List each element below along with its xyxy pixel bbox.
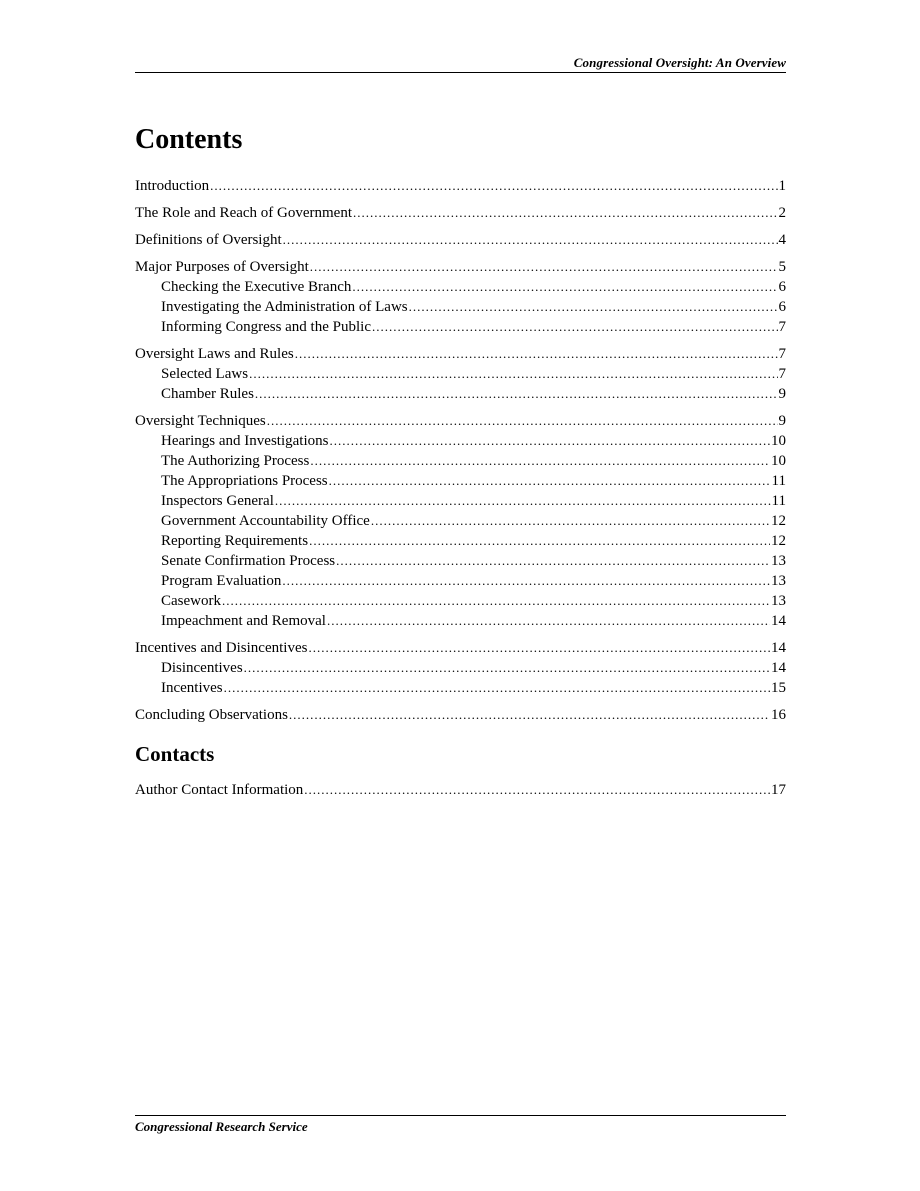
toc-entry-label: Investigating the Administration of Laws	[161, 299, 408, 315]
dot-leader	[255, 384, 778, 403]
dot-leader	[275, 491, 771, 510]
dot-leader	[327, 611, 770, 630]
toc-entry-label: Oversight Techniques	[135, 413, 266, 429]
dot-leader	[409, 297, 778, 316]
toc-entry-page-number: 12	[771, 533, 786, 549]
toc-entry[interactable]	[135, 411, 786, 431]
dot-leader	[304, 780, 770, 799]
dot-leader	[267, 411, 778, 430]
toc-entry-page-number: 13	[771, 593, 786, 609]
running-header: Congressional Oversight: An Overview	[573, 55, 786, 70]
toc-entry-page-number: 4	[778, 232, 786, 248]
contacts-list	[135, 780, 786, 800]
header-rule	[135, 72, 786, 73]
toc-entry-page-number: 1	[778, 178, 786, 194]
toc-entry-page-number: 7	[778, 319, 786, 335]
toc-entry[interactable]	[135, 297, 786, 317]
toc-entry[interactable]	[135, 451, 786, 471]
toc-entry-label: The Role and Reach of Government	[135, 205, 353, 221]
toc-entry-label: Definitions of Oversight	[135, 232, 282, 248]
toc-entry-page-number: 7	[778, 366, 786, 382]
toc-entry[interactable]	[135, 317, 786, 337]
dot-leader	[310, 451, 770, 470]
toc-entry-page-number: 14	[771, 660, 786, 676]
running-footer: Congressional Research Service	[135, 1119, 308, 1134]
toc-entry[interactable]	[135, 551, 786, 571]
toc-entry-page-number: 14	[771, 640, 786, 656]
toc-entry-label: Selected Laws	[161, 366, 249, 382]
toc-entry-page-number: 7	[778, 346, 786, 362]
dot-leader	[309, 531, 770, 550]
dot-leader	[353, 203, 777, 222]
toc-entry[interactable]	[135, 591, 786, 611]
dot-leader	[249, 364, 777, 383]
dot-leader	[282, 571, 770, 590]
dot-leader	[222, 591, 770, 610]
toc-entry-page-number: 6	[778, 279, 786, 295]
toc-entry-page-number: 2	[778, 205, 786, 221]
dot-leader	[308, 638, 770, 657]
toc-entry-page-number: 16	[771, 707, 786, 723]
dot-leader	[210, 176, 777, 195]
toc-entry-label: Concluding Observations	[135, 707, 288, 723]
dot-leader	[295, 344, 778, 363]
toc-entry[interactable]	[135, 658, 786, 678]
toc-entry-page-number: 17	[771, 782, 786, 798]
toc-entry[interactable]	[135, 176, 786, 196]
toc-entry[interactable]	[135, 511, 786, 531]
dot-leader	[329, 471, 771, 490]
toc-entry[interactable]	[135, 531, 786, 551]
footer-rule	[135, 1115, 786, 1116]
toc-entry-page-number: 11	[771, 493, 786, 509]
toc-entry-label: Checking the Executive Branch	[161, 279, 352, 295]
toc-entry-page-number: 10	[771, 433, 786, 449]
dot-leader	[371, 511, 770, 530]
toc-entry-page-number: 6	[778, 299, 786, 315]
toc-entry-label: Author Contact Information	[135, 782, 304, 798]
document-page	[135, 0, 786, 1191]
toc-entry-label: Impeachment and Removal	[161, 613, 326, 629]
toc-entry[interactable]	[135, 203, 786, 223]
toc-entry-label: Casework	[161, 593, 221, 609]
toc-entry-label: Inspectors General	[161, 493, 274, 509]
dot-leader	[224, 678, 770, 697]
toc-entry[interactable]	[135, 611, 786, 631]
toc-entry-page-number: 14	[771, 613, 786, 629]
toc-entry-label: Oversight Laws and Rules	[135, 346, 294, 362]
toc-entry-label: The Appropriations Process	[161, 473, 328, 489]
table-of-contents	[135, 176, 786, 725]
toc-entry[interactable]	[135, 571, 786, 591]
dot-leader	[289, 705, 770, 724]
toc-entry[interactable]	[135, 257, 786, 277]
toc-entry-label: Incentives and Disincentives	[135, 640, 308, 656]
toc-entry-label: Program Evaluation	[161, 573, 282, 589]
toc-entry-label: Senate Confirmation Process	[161, 553, 336, 569]
toc-entry[interactable]	[135, 384, 786, 404]
toc-entry-page-number: 10	[771, 453, 786, 469]
dot-leader	[372, 317, 778, 336]
toc-entry-label: Informing Congress and the Public	[161, 319, 371, 335]
toc-entry-label: Government Accountability Office	[161, 513, 370, 529]
toc-entry-label: Incentives	[161, 680, 223, 696]
toc-entry[interactable]	[135, 491, 786, 511]
toc-entry[interactable]	[135, 638, 786, 658]
toc-entry-label: Major Purposes of Oversight	[135, 259, 309, 275]
toc-entry[interactable]	[135, 344, 786, 364]
dot-leader	[283, 230, 778, 249]
toc-entry-page-number: 13	[771, 573, 786, 589]
toc-entry-label: The Authorizing Process	[161, 453, 310, 469]
toc-entry-label: Chamber Rules	[161, 386, 254, 402]
toc-entry-page-number: 9	[778, 386, 786, 402]
toc-entry[interactable]	[135, 678, 786, 698]
toc-entry[interactable]	[135, 705, 786, 725]
toc-entry-page-number: 11	[771, 473, 786, 489]
dot-leader	[352, 277, 777, 296]
toc-entry[interactable]	[135, 364, 786, 384]
toc-entry-label: Reporting Requirements	[161, 533, 309, 549]
toc-entry-label: Disincentives	[161, 660, 243, 676]
contents-heading: Contents	[135, 124, 243, 155]
dot-leader	[244, 658, 770, 677]
dot-leader	[336, 551, 770, 570]
toc-entry[interactable]	[135, 471, 786, 491]
dot-leader	[329, 431, 770, 450]
toc-entry[interactable]	[135, 277, 786, 297]
toc-entry-page-number: 5	[778, 259, 786, 275]
toc-entry-page-number: 13	[771, 553, 786, 569]
toc-entry-label: Hearings and Investigations	[161, 433, 329, 449]
contacts-heading: Contacts	[135, 742, 215, 766]
toc-entry-page-number: 9	[778, 413, 786, 429]
toc-entry[interactable]	[135, 431, 786, 451]
toc-entry-page-number: 12	[771, 513, 786, 529]
toc-entry-label: Introduction	[135, 178, 210, 194]
toc-entry-page-number: 15	[771, 680, 786, 696]
toc-entry[interactable]	[135, 230, 786, 250]
dot-leader	[310, 257, 778, 276]
toc-entry[interactable]	[135, 780, 786, 800]
